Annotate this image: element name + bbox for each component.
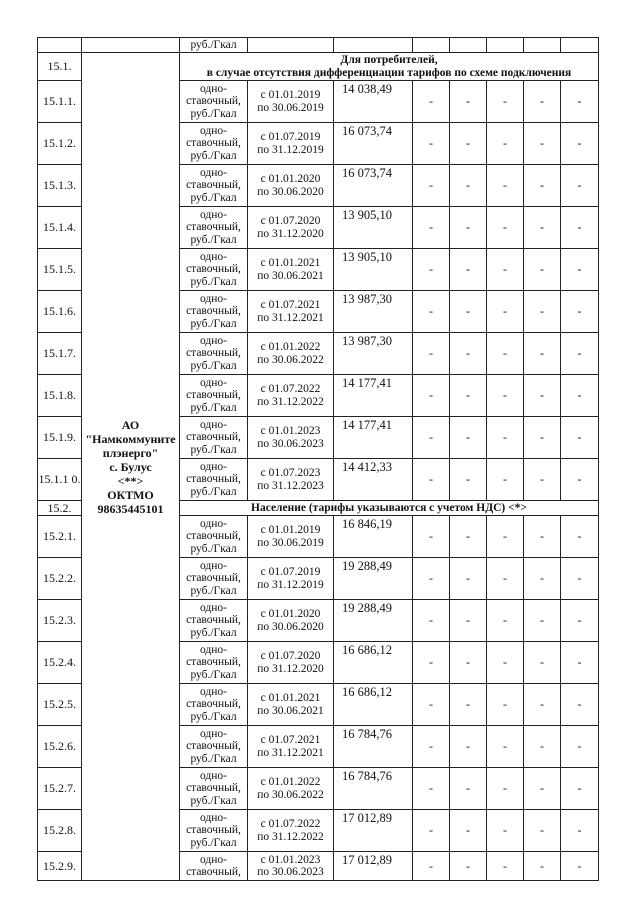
cell-empty [413,38,450,53]
tariff-type-line: одно- [199,460,227,473]
empty-value-dash: - [524,600,561,642]
tariff-type-line: ставочный, [186,95,241,108]
tariff-period-line: с 01.07.2022 [260,818,321,830]
empty-value-dash: - [487,768,524,810]
tariff-period [248,249,334,291]
empty-value-dash: - [487,516,524,558]
tariff-type-line: одно- [199,82,227,95]
tariff-type [180,600,248,642]
tariff-type [180,417,248,459]
row-number: 15.1.3. [38,165,82,207]
tariff-type-line: руб./Гкал [190,710,237,723]
empty-value-dash: - [487,684,524,726]
row-number: 15.2.3. [38,600,82,642]
section-title-line: Население (тарифы указываются с учетом НДС) <*> [251,501,527,514]
tariff-type [180,726,248,768]
tariff-type-line: ставочный, [186,656,241,669]
tariff-value: 16 784,76 [334,768,413,810]
empty-value-dash: - [413,375,450,417]
tariff-period-line: по 31.12.2019 [257,578,324,591]
tariff-type-line: руб./Гкал [190,485,237,498]
empty-value-dash: - [487,459,524,501]
empty-value-dash: - [561,516,599,558]
empty-value-dash: - [561,768,599,810]
tariff-period [248,558,334,600]
cell-organization [82,38,180,53]
tariff-type [180,852,248,881]
tariff-type-line: одно- [199,685,227,698]
organization-name [82,418,179,516]
empty-value-dash: - [413,417,450,459]
tariff-period-line: по 30.06.2023 [257,866,324,878]
tariff-value: 13 905,10 [334,207,413,249]
tariff-period-line: с 01.01.2021 [260,692,321,704]
tariff-period-line: с 01.07.2019 [260,131,321,143]
tariff-type-line: одно- [199,250,227,263]
tariff-type-line: ставочный, [186,866,241,878]
tariff-type [180,516,248,558]
empty-value-dash: - [487,291,524,333]
empty-value-dash: - [450,726,487,768]
tariff-value: 16 686,12 [334,684,413,726]
empty-value-dash: - [561,810,599,852]
tariff-value: 16 073,74 [334,123,413,165]
empty-value-dash: - [413,459,450,501]
row-number: 15.2.5. [38,684,82,726]
empty-value-dash: - [524,375,561,417]
empty-value-dash: - [413,123,450,165]
tariff-type-line: руб./Гкал [190,443,237,456]
empty-value-dash: - [561,165,599,207]
tariff-type-line: ставочный, [186,740,241,753]
tariff-type-line: руб./Гкал [190,191,237,204]
tariff-period-line: с 01.01.2023 [260,853,321,866]
tariff-type [180,558,248,600]
empty-value-dash: - [561,684,599,726]
tariff-type [180,684,248,726]
tariff-type-line: одно- [199,643,227,656]
organization-line: плэнерго" [102,445,159,460]
tariff-type-line: руб./Гкал [190,542,237,555]
empty-value-dash: - [524,81,561,123]
cell-number [38,38,82,53]
tariff-type-line: ставочный, [186,137,241,150]
row-number: 15.1.1 0. [38,459,82,501]
tariff-type-line: одно- [199,166,227,179]
cell-empty [334,38,413,53]
tariff-type-line: руб./Гкал [190,752,237,765]
tariff-period [248,375,334,417]
empty-value-dash: - [487,249,524,291]
tariff-table-page [37,37,598,881]
tariff-period-line: с 01.07.2023 [260,467,321,479]
tariff-period [248,852,334,881]
organization-line: с. Булус [109,459,152,474]
empty-value-dash: - [524,291,561,333]
empty-value-dash: - [413,81,450,123]
tariff-type [180,123,248,165]
tariff-type-line: ставочный, [186,221,241,234]
tariff-type [180,207,248,249]
empty-value-dash: - [450,165,487,207]
section-number: 15.2. [38,501,82,516]
tariff-type-line: ставочный, [186,698,241,711]
empty-value-dash: - [487,642,524,684]
empty-value-dash: - [561,333,599,375]
tariff-period [248,459,334,501]
tariff-type-line: одно- [199,853,227,866]
tariff-period-line: с 01.07.2022 [260,383,321,395]
tariff-period-line: по 31.12.2021 [257,746,324,759]
tariff-value: 19 288,49 [334,558,413,600]
empty-value-dash: - [413,516,450,558]
tariff-type-line: одно- [199,334,227,347]
tariff-period-line: с 01.07.2020 [260,650,321,662]
row-number: 15.2.6. [38,726,82,768]
empty-value-dash: - [487,123,524,165]
tariff-table [37,37,599,881]
tariff-period-line: с 01.01.2022 [260,341,321,353]
tariff-type-line: руб./Гкал [190,401,237,414]
tariff-period-line: по 30.06.2022 [257,788,324,801]
tariff-type-line: ставочный, [186,824,241,837]
tariff-type-line: одно- [199,811,227,824]
tariff-period-line: по 30.06.2023 [257,437,324,450]
tariff-value: 17 012,89 [334,852,413,881]
tariff-period [248,207,334,249]
empty-value-dash: - [561,375,599,417]
tariff-value: 13 987,30 [334,333,413,375]
tariff-period [248,600,334,642]
tariff-type [180,642,248,684]
tariff-value: 13 905,10 [334,249,413,291]
section-title-line: в случае отсутствия дифференциации тарифов по схеме подключения [206,66,572,79]
row-number: 15.2.7. [38,768,82,810]
tariff-type-line: ставочный, [186,473,241,486]
tariff-type [180,768,248,810]
tariff-period-line: по 30.06.2019 [257,101,324,114]
empty-value-dash: - [450,333,487,375]
empty-value-dash: - [561,726,599,768]
empty-value-dash: - [450,249,487,291]
tariff-value: 16 846,19 [334,516,413,558]
tariff-type-line: руб./Гкал [190,836,237,849]
tariff-period-line: по 31.12.2020 [257,662,324,675]
section-title [180,501,599,516]
row-number: 15.1.9. [38,417,82,459]
tariff-period-line: по 30.06.2020 [257,620,324,633]
organization-line: ОКТМО [107,487,154,502]
tariff-period [248,726,334,768]
tariff-type-line: одно- [199,727,227,740]
tariff-type-line: руб./Гкал [190,149,237,162]
tariff-type [180,291,248,333]
tariff-period [248,768,334,810]
row-number: 15.1.7. [38,333,82,375]
organization-line: 98635445101 [97,501,164,516]
cell-empty [524,38,561,53]
tariff-period-line: по 31.12.2022 [257,395,324,408]
tariff-period-line: с 01.01.2021 [260,257,321,269]
empty-value-dash: - [487,810,524,852]
tariff-period [248,333,334,375]
tariff-period-line: по 31.12.2023 [257,479,324,492]
tariff-type-line: руб./Гкал [190,668,237,681]
empty-value-dash: - [450,642,487,684]
tariff-type-line: ставочный, [186,179,241,192]
empty-value-dash: - [561,291,599,333]
empty-value-dash: - [524,459,561,501]
tariff-value: 16 073,74 [334,165,413,207]
section-header-row [38,53,599,81]
cell-unit: руб./Гкал [180,38,248,53]
empty-value-dash: - [524,810,561,852]
tariff-type-line: ставочный, [186,305,241,318]
empty-value-dash: - [450,768,487,810]
tariff-type-line: одно- [199,292,227,305]
tariff-period-line: с 01.01.2019 [260,524,321,536]
empty-value-dash: - [413,726,450,768]
empty-value-dash: - [487,417,524,459]
tariff-type-line: руб./Гкал [190,359,237,372]
tariff-value: 19 288,49 [334,600,413,642]
tariff-type-line: ставочный, [186,530,241,543]
tariff-type [180,333,248,375]
empty-value-dash: - [561,600,599,642]
tariff-period-line: по 30.06.2019 [257,536,324,549]
empty-value-dash: - [561,558,599,600]
empty-value-dash: - [450,810,487,852]
tariff-type-line: одно- [199,769,227,782]
tariff-value: 16 686,12 [334,642,413,684]
empty-value-dash: - [450,291,487,333]
organization-line: <**> [117,473,144,488]
empty-value-dash: - [487,207,524,249]
empty-value-dash: - [413,558,450,600]
tariff-period [248,516,334,558]
tariff-type-line: руб./Гкал [190,584,237,597]
tariff-period-line: по 31.12.2019 [257,143,324,156]
empty-value-dash: - [487,558,524,600]
tariff-period-line: с 01.01.2020 [260,608,321,620]
cell-empty [561,38,599,53]
empty-value-dash: - [487,333,524,375]
tariff-value: 16 784,76 [334,726,413,768]
tariff-type-line: одно- [199,418,227,431]
row-number: 15.1.5. [38,249,82,291]
empty-value-dash: - [450,852,487,881]
tariff-value: 14 038,49 [334,81,413,123]
row-number: 15.2.2. [38,558,82,600]
tariff-type-line: ставочный, [186,614,241,627]
tariff-period-line: с 01.01.2022 [260,776,321,788]
row-number: 15.1.8. [38,375,82,417]
tariff-type-line: руб./Гкал [190,794,237,807]
empty-value-dash: - [524,516,561,558]
tariff-type-line: ставочный, [186,347,241,360]
organization-cell [82,53,180,881]
empty-value-dash: - [487,726,524,768]
empty-value-dash: - [524,249,561,291]
tariff-period [248,123,334,165]
tariff-period [248,684,334,726]
tariff-period-line: по 30.06.2020 [257,185,324,198]
tariff-period-line: по 31.12.2022 [257,830,324,843]
row-number: 15.1.1. [38,81,82,123]
empty-value-dash: - [561,852,599,881]
empty-value-dash: - [450,459,487,501]
tariff-type-line: руб./Гкал [190,107,237,120]
tariff-type [180,249,248,291]
tariff-period-line: с 01.01.2019 [260,89,321,101]
tariff-period-line: по 31.12.2021 [257,311,324,324]
row-number: 15.1.6. [38,291,82,333]
tariff-type-line: ставочный, [186,782,241,795]
tariff-value: 13 987,30 [334,291,413,333]
empty-value-dash: - [524,768,561,810]
empty-value-dash: - [450,516,487,558]
empty-value-dash: - [487,600,524,642]
empty-value-dash: - [561,642,599,684]
tariff-period-line: по 30.06.2022 [257,353,324,366]
empty-value-dash: - [524,852,561,881]
tariff-type-line: ставочный, [186,572,241,585]
tariff-type-line: руб./Гкал [190,233,237,246]
row-number: 15.2.4. [38,642,82,684]
empty-value-dash: - [413,642,450,684]
tariff-type-line: ставочный, [186,431,241,444]
cell-empty [487,38,524,53]
tariff-type-line: руб./Гкал [190,275,237,288]
tariff-type-line: ставочный, [186,263,241,276]
tariff-period [248,642,334,684]
tariff-period [248,417,334,459]
tariff-value: 14 412,33 [334,459,413,501]
empty-value-dash: - [524,165,561,207]
section-number: 15.1. [38,53,82,81]
empty-value-dash: - [413,333,450,375]
empty-value-dash: - [487,165,524,207]
empty-value-dash: - [413,291,450,333]
tariff-period-line: по 30.06.2021 [257,269,324,282]
empty-value-dash: - [450,558,487,600]
empty-value-dash: - [561,81,599,123]
tariff-type [180,81,248,123]
empty-value-dash: - [487,852,524,881]
tariff-period-line: с 01.07.2021 [260,734,321,746]
empty-value-dash: - [524,333,561,375]
empty-value-dash: - [413,249,450,291]
empty-value-dash: - [413,852,450,881]
row-number: 15.1.2. [38,123,82,165]
section-title-line: Для потребителей, [340,54,438,66]
tariff-type-line: одно- [199,601,227,614]
tariff-period [248,165,334,207]
tariff-period-line: с 01.07.2021 [260,299,321,311]
tariff-period [248,810,334,852]
empty-value-dash: - [450,684,487,726]
empty-value-dash: - [524,726,561,768]
empty-value-dash: - [450,375,487,417]
tariff-period-line: по 30.06.2021 [257,704,324,717]
empty-value-dash: - [450,207,487,249]
empty-value-dash: - [413,165,450,207]
section-title [180,53,599,81]
empty-value-dash: - [450,600,487,642]
row-number: 15.2.1. [38,516,82,558]
empty-value-dash: - [561,459,599,501]
tariff-type-line: одно- [199,208,227,221]
organization-line: "Намкоммуните [85,431,176,446]
empty-value-dash: - [413,600,450,642]
empty-value-dash: - [487,375,524,417]
empty-value-dash: - [524,642,561,684]
tariff-type [180,459,248,501]
empty-value-dash: - [524,207,561,249]
tariff-type [180,810,248,852]
empty-value-dash: - [561,249,599,291]
tariff-type [180,375,248,417]
tariff-value: 14 177,41 [334,417,413,459]
tariff-type-line: ставочный, [186,389,241,402]
empty-value-dash: - [524,684,561,726]
empty-value-dash: - [450,417,487,459]
organization-line: АО [121,417,140,432]
tariff-type-line: одно- [199,376,227,389]
tariff-value: 14 177,41 [334,375,413,417]
tariff-type-line: руб./Гкал [190,317,237,330]
empty-value-dash: - [413,684,450,726]
tariff-period-line: по 31.12.2020 [257,227,324,240]
tariff-type-line: одно- [199,517,227,530]
tariff-period-line: с 01.07.2019 [260,566,321,578]
row-number: 15.1.4. [38,207,82,249]
empty-value-dash: - [524,558,561,600]
tariff-period [248,81,334,123]
table-row-continuation [38,38,599,53]
tariff-value: 17 012,89 [334,810,413,852]
tariff-type [180,165,248,207]
empty-value-dash: - [487,81,524,123]
tariff-type-line: руб./Гкал [190,626,237,639]
tariff-period-line: с 01.01.2020 [260,173,321,185]
empty-value-dash: - [561,207,599,249]
empty-value-dash: - [524,417,561,459]
empty-value-dash: - [450,123,487,165]
empty-value-dash: - [450,81,487,123]
row-number: 15.2.9. [38,852,82,881]
cell-empty [248,38,334,53]
tariff-type-line: одно- [199,559,227,572]
empty-value-dash: - [561,123,599,165]
row-number: 15.2.8. [38,810,82,852]
empty-value-dash: - [413,810,450,852]
tariff-period-line: с 01.01.2023 [260,425,321,437]
empty-value-dash: - [413,768,450,810]
tariff-period-line: с 01.07.2020 [260,215,321,227]
empty-value-dash: - [561,417,599,459]
empty-value-dash: - [524,123,561,165]
tariff-period [248,291,334,333]
empty-value-dash: - [413,207,450,249]
cell-empty [450,38,487,53]
tariff-type-line: одно- [199,124,227,137]
